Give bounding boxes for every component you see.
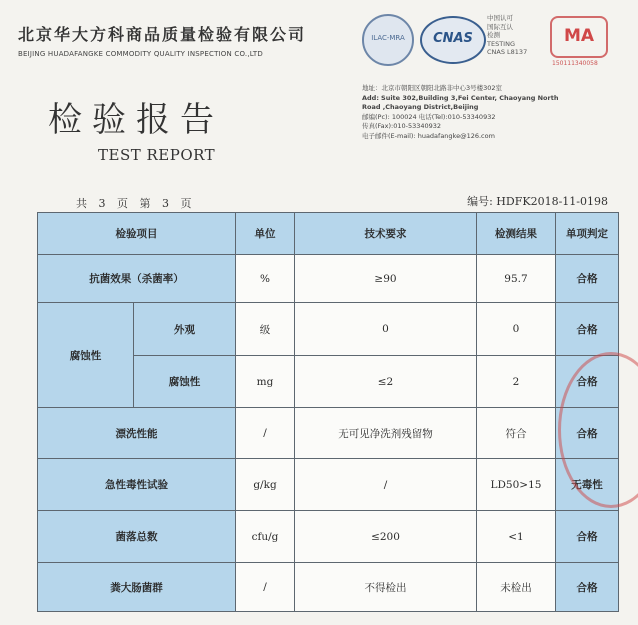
cnas-info-line: 检测 bbox=[487, 31, 500, 39]
requirement-cell: 无可见净洗剂残留物 bbox=[295, 408, 477, 459]
verdict-cell: 合格 bbox=[556, 408, 619, 459]
result-cell: 0 bbox=[477, 303, 556, 356]
ilac-logo bbox=[362, 14, 414, 66]
report-title-cn: 检验报告 bbox=[48, 100, 224, 140]
company-name-cn: 北京华大方科商品质量检验有限公司 bbox=[18, 25, 307, 44]
certification-logos bbox=[362, 10, 622, 80]
postal-phone: 邮编(Pc): 100024 电话(Tel):010-53340932 bbox=[362, 112, 496, 121]
requirement-cell: / bbox=[295, 459, 477, 511]
table-row bbox=[38, 459, 619, 511]
cma-logo-text: MA bbox=[563, 26, 595, 46]
cnas-logo bbox=[420, 16, 486, 64]
unit-cell: g/kg bbox=[236, 459, 295, 511]
test-results-table bbox=[37, 212, 619, 612]
table-row bbox=[38, 303, 619, 356]
cnas-info-line: CNAS L8137 bbox=[487, 48, 528, 56]
unit-cell: 级 bbox=[236, 303, 295, 356]
unit-cell: % bbox=[236, 255, 295, 303]
fax: 传真(Fax):010-53340932 bbox=[362, 122, 442, 131]
item-cell: 抗菌效果（杀菌率） bbox=[38, 255, 236, 303]
header-result: 检测结果 bbox=[477, 213, 556, 255]
cnas-logo-text: CNAS bbox=[433, 31, 473, 46]
cma-logo bbox=[550, 16, 608, 58]
subitem-cell: 外观 bbox=[134, 303, 236, 356]
cnas-info-line: 中国认可 bbox=[487, 14, 513, 22]
result-cell: LD50>15 bbox=[477, 459, 556, 511]
unit-cell: / bbox=[236, 563, 295, 612]
ilac-logo-text: ILAC-MRA bbox=[371, 34, 405, 42]
company-name-en: BEIJING HUADAFANGKE COMMODITY QUALITY INSPECTION CO.,LTD bbox=[18, 50, 263, 58]
cnas-info-line: 国际互认 bbox=[487, 22, 513, 31]
item-cell: 急性毒性试验 bbox=[38, 459, 236, 511]
cnas-info-line: TESTING bbox=[487, 39, 515, 48]
verdict-cell: 合格 bbox=[556, 563, 619, 612]
item-cell: 菌落总数 bbox=[38, 511, 236, 563]
result-cell: 符合 bbox=[477, 408, 556, 459]
requirement-cell: 不得检出 bbox=[295, 563, 477, 612]
cma-code: 150111340058 bbox=[552, 60, 598, 67]
item-cell: 腐蚀性 bbox=[38, 303, 134, 408]
unit-cell: mg bbox=[236, 356, 295, 408]
address-label: Add: bbox=[362, 93, 379, 102]
address-line: Road ,Chaoyang District,Beijing bbox=[362, 103, 479, 112]
verdict-cell: 合格 bbox=[556, 356, 619, 408]
item-cell: 漂洗性能 bbox=[38, 408, 236, 459]
email: 电子邮件(E-mail): huadafangke@126.com bbox=[362, 131, 495, 140]
unit-cell: cfu/g bbox=[236, 511, 295, 563]
address-line-en bbox=[362, 94, 612, 104]
table-row bbox=[38, 408, 619, 459]
item-cell: 粪大肠菌群 bbox=[38, 563, 236, 612]
header-item: 检验项目 bbox=[38, 213, 236, 255]
verdict-cell: 无毒性 bbox=[556, 459, 619, 511]
result-cell: <1 bbox=[477, 511, 556, 563]
subitem-cell: 腐蚀性 bbox=[134, 356, 236, 408]
header-unit: 单位 bbox=[236, 213, 295, 255]
table-row bbox=[38, 511, 619, 563]
table-row bbox=[38, 255, 619, 303]
requirement-cell: ≤2 bbox=[295, 356, 477, 408]
address-line: 地址：北京市朝阳区朝阳北路非中心3号楼302室 bbox=[362, 84, 503, 92]
header-verdict: 单项判定 bbox=[556, 213, 619, 255]
report-title-en: TEST REPORT bbox=[98, 146, 216, 164]
page-info: 共 3 页 第 3 页 bbox=[76, 197, 196, 210]
verdict-cell: 合格 bbox=[556, 303, 619, 356]
result-cell: 未检出 bbox=[477, 563, 556, 612]
unit-cell: / bbox=[236, 408, 295, 459]
table-header-row bbox=[38, 213, 619, 255]
requirement-cell: ≥90 bbox=[295, 255, 477, 303]
header-requirement: 技术要求 bbox=[295, 213, 477, 255]
verdict-cell: 合格 bbox=[556, 511, 619, 563]
verdict-cell: 合格 bbox=[556, 255, 619, 303]
requirement-cell: 0 bbox=[295, 303, 477, 356]
result-cell: 2 bbox=[477, 356, 556, 408]
cnas-info bbox=[487, 14, 527, 57]
requirement-cell: ≤200 bbox=[295, 511, 477, 563]
table-row bbox=[38, 563, 619, 612]
result-cell: 95.7 bbox=[477, 255, 556, 303]
address-en: Suite 302,Building 3,Fei Center, Chaoyang North bbox=[381, 93, 559, 102]
report-number: 编号: HDFK2018-11-0198 bbox=[467, 195, 608, 208]
company-address bbox=[362, 84, 612, 142]
